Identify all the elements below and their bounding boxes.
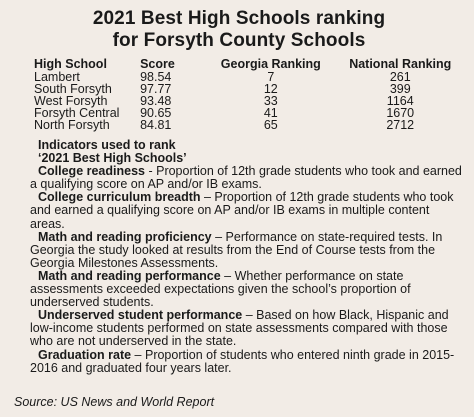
cell-georgia-ranking: 41 xyxy=(263,106,278,120)
indicators-section xyxy=(30,139,464,375)
cell-national-ranking: 1164 xyxy=(386,94,414,108)
source-credit: Source: US News and World Report xyxy=(14,395,215,409)
indicators-heading xyxy=(38,139,464,165)
cell-score: 93.48 xyxy=(140,94,172,108)
indicator-item xyxy=(30,309,464,348)
cell-national-ranking: 399 xyxy=(389,82,411,96)
page-title xyxy=(14,8,464,52)
cell-national-ranking: 1670 xyxy=(386,106,415,120)
cell-score: 97.77 xyxy=(140,82,172,96)
title-line-2: for Forsyth County Schools xyxy=(112,30,366,51)
cell-score: 84.81 xyxy=(140,118,172,132)
ranking-table xyxy=(34,58,464,131)
header-national-ranking: National Ranking xyxy=(349,57,452,71)
indicator-description: – Whether performance on state assessments exceeded expectations given the school’s proportion of underserved students. xyxy=(30,268,411,310)
cell-georgia-ranking: 12 xyxy=(263,82,278,96)
cell-georgia-ranking: 65 xyxy=(263,118,278,132)
indicator-item xyxy=(30,191,464,230)
indicator-description: – Proportion of students who entered ninth grade in 2015-2016 and graduated four years later. xyxy=(30,347,455,375)
header-score: Score xyxy=(140,57,175,71)
indicator-item xyxy=(30,349,464,375)
header-high-school: High School xyxy=(34,57,107,71)
indicator-description: – Performance on state-required tests. In Georgia the study looked at results from the End of Course tests from the Georgia Milestones Assessments. xyxy=(30,229,443,270)
cell-school: North Forsyth xyxy=(34,118,110,132)
cell-georgia-ranking: 33 xyxy=(263,94,278,108)
cell-score: 90.65 xyxy=(140,106,172,120)
indicators-heading-line-1: Indicators used to rank xyxy=(38,138,176,152)
indicator-term: Graduation rate xyxy=(38,347,132,362)
indicator-term: College readiness xyxy=(38,164,145,179)
title-line-1: 2021 Best High Schools ranking xyxy=(92,8,386,29)
cell-georgia-ranking: 7 xyxy=(267,70,275,84)
header-georgia-ranking: Georgia Ranking xyxy=(220,57,321,71)
indicator-item xyxy=(30,270,464,309)
indicator-description: – Based on how Black, Hispanic and low-income students performed on state assessments compared with those who are not underserved in the state. xyxy=(30,308,449,349)
cell-school: South Forsyth xyxy=(34,82,112,96)
cell-school: Lambert xyxy=(34,70,80,84)
indicator-term: Math and reading performance xyxy=(38,268,221,283)
indicator-item xyxy=(30,231,464,270)
cell-school: Forsyth Central xyxy=(34,106,120,120)
cell-score: 98.54 xyxy=(140,70,172,84)
indicator-term: Math and reading proficiency xyxy=(38,229,212,244)
indicator-description: - Proportion of 12th grade students who took and earned a qualifying score on AP and/or IB exams. xyxy=(30,164,462,192)
cell-national-ranking: 2712 xyxy=(386,118,415,132)
indicator-item xyxy=(30,165,464,191)
cell-national-ranking: 261 xyxy=(389,70,411,84)
indicator-description: – Proportion of 12th grade students who took and earned a qualifying score on AP and/or IB exams in multiple content areas. xyxy=(30,190,454,231)
indicator-term: College curriculum breadth xyxy=(38,190,201,205)
indicator-term: Underserved student performance xyxy=(38,308,243,323)
table-row xyxy=(34,119,464,131)
indicators-heading-line-2: ‘2021 Best High Schools’ xyxy=(38,151,187,166)
cell-school: West Forsyth xyxy=(34,94,108,108)
